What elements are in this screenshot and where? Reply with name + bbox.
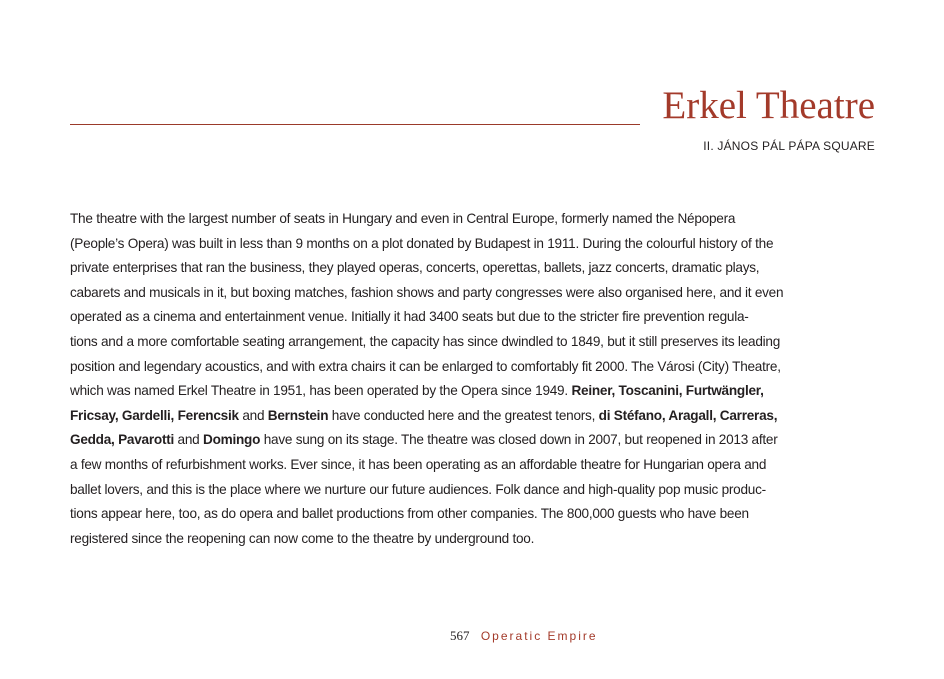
body-line [70,330,876,355]
page-number: 567 [450,628,470,643]
body-line [70,256,876,281]
body-line [70,502,876,527]
page-title: Erkel Theatre [662,84,875,127]
header-rule [70,124,640,125]
body-text-run: a few months of refurbishment works. Ever since, it has been operating as an affordable theatre for Hungarian opera and [70,456,767,472]
body-text-run: operated as a cinema and entertainment venue. Initially it had 3400 seats but due to the stricter fire prevention regula- [70,309,749,325]
body-text-run: position and legendary acoustics, and with extra chairs it can be enlarged to comfortably fit 2000. The Városi (City) Theatre, [70,358,781,374]
page-footer [450,628,598,644]
body-text-run: cabarets and musicals in it, but boxing matches, fashion shows and party congresses were also organised here, and it even [70,284,784,300]
bold-name: Bernstein [267,407,329,423]
body-text-run: and [238,407,268,423]
body-text-run: have sung on its stage. The theatre was closed down in 2007, but reopened in 2013 after [260,432,778,448]
body-line [70,281,876,306]
section-name: Operatic Empire [480,629,598,643]
body-text-run: and [174,432,204,448]
body-text-run: tions appear here, too, as do opera and ballet productions from other companies. The 800,000 guests who have been [70,506,749,522]
body-line [70,232,876,257]
body-line [70,355,876,380]
bold-name: Domingo [203,432,261,448]
body-text-run: tions and a more comfortable seating arrangement, the capacity has since dwindled to 1849, but it still preserves its leading [70,333,781,349]
body-text-run: private enterprises that ran the business, they played operas, concerts, operettas, ballets, jazz concerts, dramatic plays, [70,260,760,276]
body-line [70,207,876,232]
body-line [70,527,876,552]
body-text-run: have conducted here and the greatest tenors, [328,407,599,423]
body-line [70,404,876,429]
body-text-run: which was named Erkel Theatre in 1951, has been operated by the Opera since 1949. [70,383,572,399]
body-line [70,453,876,478]
body-text-run: ballet lovers, and this is the place where we nurture our future audiences. Folk dance and high-quality pop music produc- [70,481,766,497]
bold-name: Fricsay, Gardelli, Ferencsik [70,407,239,423]
page-subtitle: II. JÁNOS PÁL PÁPA SQUARE [703,139,875,153]
body-text-run: registered since the reopening can now come to the theatre by underground too. [70,530,535,546]
bold-name: Reiner, Toscanini, Furtwängler, [571,383,764,399]
body-line [70,428,876,453]
bold-name: Gedda, Pavarotti [70,432,175,448]
body-line [70,379,876,404]
body-text-run: (People’s Opera) was built in less than 9 months on a plot donated by Budapest in 1911. During the colourful history of the [70,235,774,251]
body-text [70,207,876,551]
bold-name: di Stéfano, Aragall, Carreras, [598,407,778,423]
body-line [70,305,876,330]
body-line [70,478,876,503]
body-text-run: The theatre with the largest number of seats in Hungary and even in Central Europe, formerly named the Népopera [70,211,736,226]
